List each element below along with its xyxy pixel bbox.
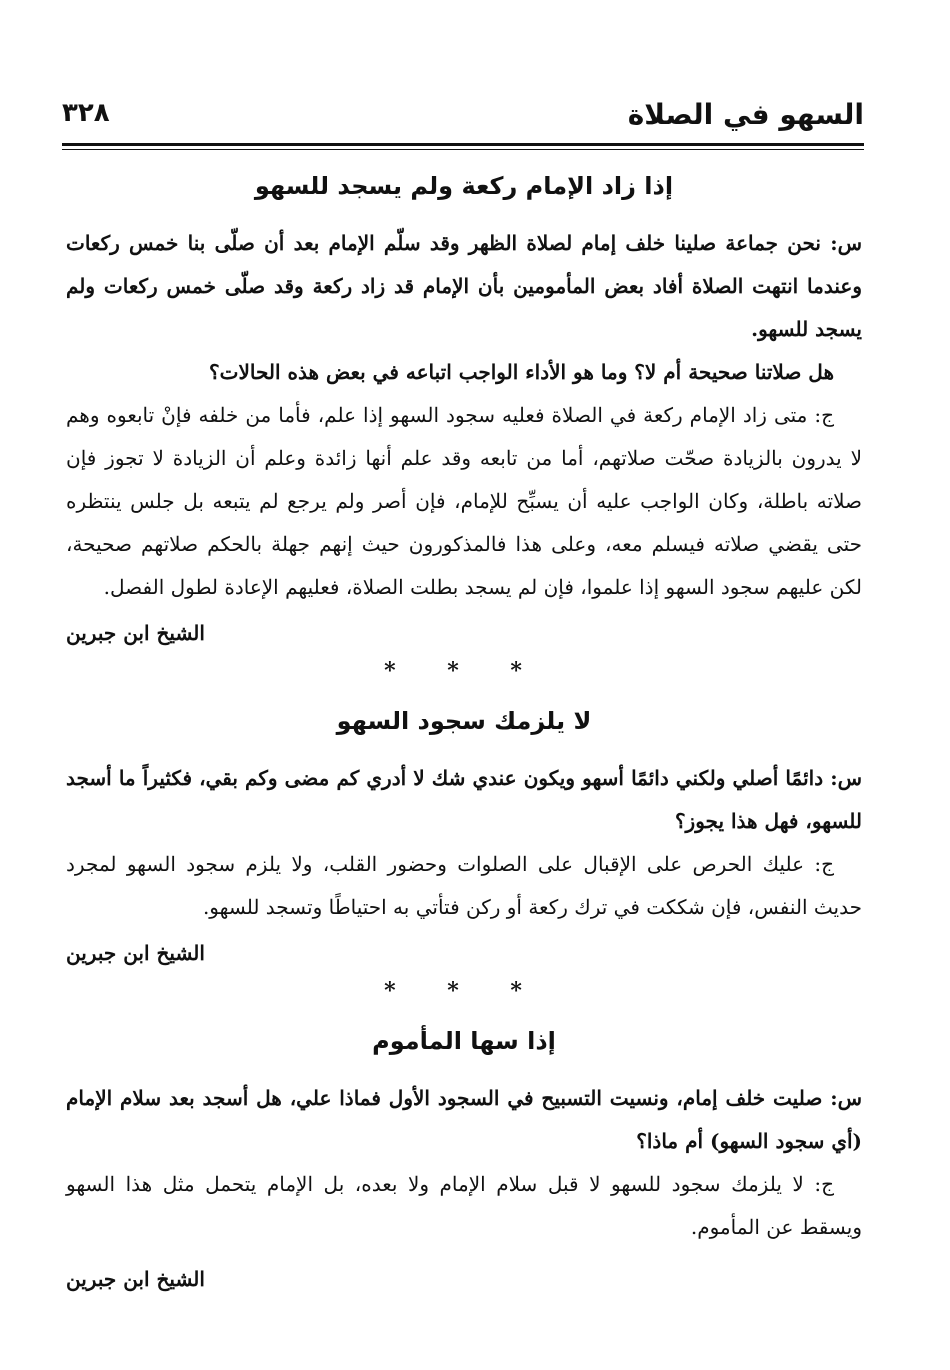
section-title: لا يلزمك سجود السهو	[336, 707, 592, 735]
section-1	[66, 164, 862, 653]
header-rule-thick	[62, 143, 864, 146]
question-paragraph: س: دائمًا أصلي ولكني دائمًا أسهو ويكون عندي شك لا أدري كم مضى وكم بقي، فكثيراً ما أسجد للسهو، فهل هذا يجوز؟	[66, 766, 862, 833]
section-3	[66, 1019, 862, 1299]
answer-paragraph: ج: عليك الحرص على الإقبال على الصلوات وحضور القلب، ولا يلزم سجود السهو لمجرد حديث النفس، فإن شككت في ترك ركعة أو ركن فتأتي به احتياطًا وتسجد للسهو.	[66, 852, 862, 919]
signature: الشيخ ابن جبرين	[66, 1267, 205, 1291]
page-number: ٣٢٨	[62, 98, 110, 128]
spacer	[66, 1249, 862, 1255]
section-title: إذا زاد الإمام ركعة ولم يسجد للسهو	[254, 172, 674, 200]
question-paragraph: س: نحن جماعة صلينا خلف إمام لصلاة الظهر وقد سلّم الإمام بعد أن صلّى بنا خمس ركعات وعندما انتهت الصلاة أفاد بعض المأمومين بأن الإمام قد زاد ركعة وقد صلّى خمس ركعات ولم يسجد للسهو.	[66, 231, 862, 341]
page-header	[62, 96, 864, 142]
section-title: إذا سها المأموم	[372, 1027, 556, 1055]
answer-paragraph: ج: متى زاد الإمام ركعة في الصلاة فعليه سجود السهو إذا علم، فأما من خلفه فإنْ تابعوه وهم لا يدرون بالزيادة صحّت صلاتهم، أما من تابعه وقد علم أنها زائدة وعلم أن الزيادة لا تجوز فإن صلاته باطلة، وكان الواجب عليه أن يسبِّح للإمام، فإن أصر ولم يرجع لم يتبعه بل جلس ينتظره حتى يقضي صلاته فيسلم معه، وعلى هذا فالمذكورون حيث إنهم جهلة بالحكم صلاتهم صحيحة، لكن عليهم سجود السهو إذا علموا، فإن لم يسجد بطلت الصلاة، فعليهم الإعادة لطول الفصل.	[66, 403, 862, 599]
section-separator: * * *	[384, 978, 544, 1004]
question-paragraph: س: صليت خلف إمام، ونسيت التسبيح في السجود الأول فماذا علي، هل أسجد بعد سلام الإمام (أي سجود السهو) أم ماذا؟	[66, 1086, 862, 1153]
running-title: السهو في الصلاة	[627, 98, 864, 131]
section-separator: * * *	[384, 658, 544, 684]
question-followup: هل صلاتنا صحيحة أم لا؟ وما هو الأداء الواجب اتباعه في بعض هذه الحالات؟	[209, 360, 834, 384]
signature: الشيخ ابن جبرين	[66, 621, 205, 645]
header-rule-thin	[62, 149, 864, 150]
signature: الشيخ ابن جبرين	[66, 941, 205, 965]
answer-paragraph: ج: لا يلزمك سجود للسهو لا قبل سلام الإمام ولا بعده، بل الإمام يتحمل مثل هذا السهو ويسقط عن المأموم.	[66, 1172, 862, 1239]
page-content	[66, 158, 862, 1299]
section-2	[66, 699, 862, 973]
